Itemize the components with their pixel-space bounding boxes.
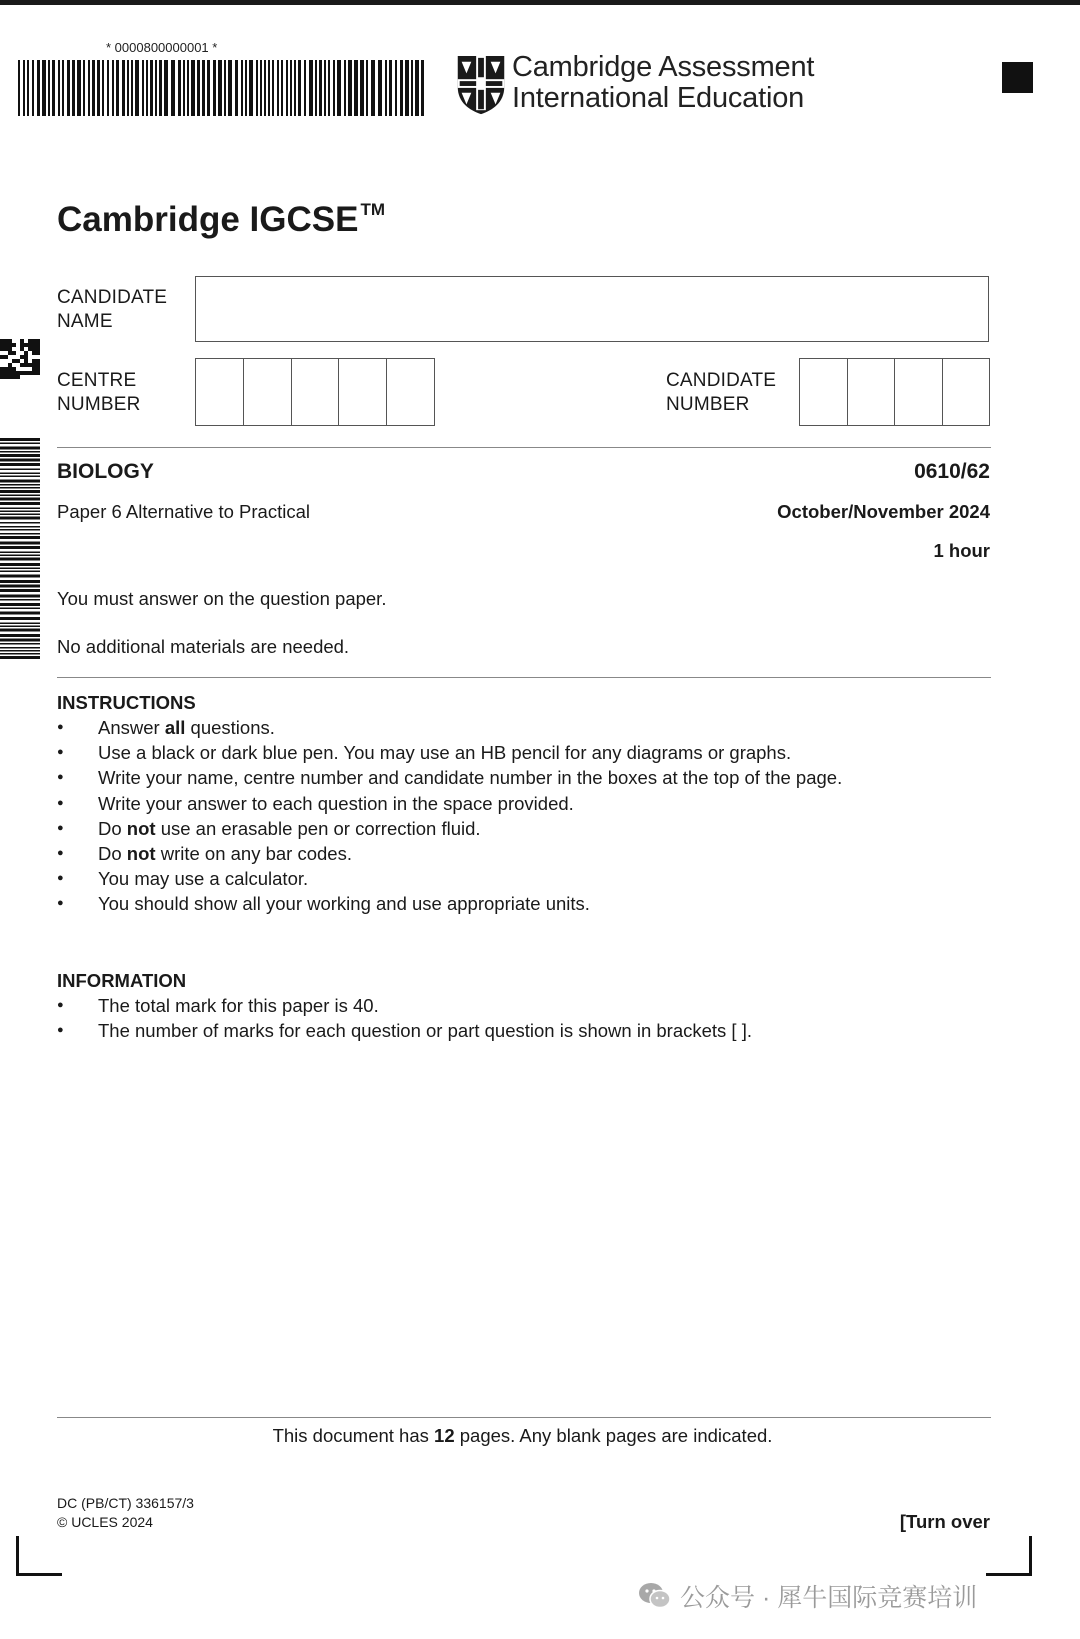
paper-code: 0610/62 bbox=[914, 460, 990, 483]
side-barcode bbox=[0, 438, 40, 660]
divider bbox=[57, 1417, 991, 1418]
page-count-note: This document has 12 pages. Any blank pages are indicated. bbox=[272, 1425, 773, 1446]
trademark-symbol: TM bbox=[360, 200, 385, 219]
candidate-digit-box[interactable] bbox=[800, 359, 848, 425]
answer-note: You must answer on the question paper. bbox=[57, 588, 387, 609]
centre-digit-box[interactable] bbox=[387, 359, 434, 425]
information-item: ● The number of marks for each question or part question is shown in brackets [ ]. bbox=[57, 1018, 991, 1043]
centre-digit-box[interactable] bbox=[196, 359, 244, 425]
publisher-name bbox=[512, 52, 814, 114]
candidate-name-label-line2: NAME bbox=[57, 311, 113, 332]
candidate-number-input[interactable] bbox=[799, 358, 990, 426]
top-border bbox=[0, 0, 1080, 5]
instructions-heading: INSTRUCTIONS bbox=[57, 692, 196, 713]
instruction-item: ● You should show all your working and use appropriate units. bbox=[57, 891, 991, 916]
centre-digit-box[interactable] bbox=[292, 359, 340, 425]
wechat-icon bbox=[638, 1581, 672, 1611]
centre-number-label bbox=[57, 369, 141, 417]
candidate-name-label-line1: CANDIDATE bbox=[57, 287, 168, 308]
side-qr-code bbox=[0, 339, 40, 379]
divider bbox=[57, 677, 991, 678]
instructions-list bbox=[57, 715, 991, 917]
crop-mark bbox=[16, 1573, 62, 1576]
candidate-name-label bbox=[57, 286, 167, 334]
barcode-caption: * 0000800000001 * bbox=[106, 40, 218, 55]
instruction-item: ● You may use a calculator. bbox=[57, 866, 991, 891]
candidate-digit-box[interactable] bbox=[943, 359, 990, 425]
centre-number-label-line1: CENTRE bbox=[57, 370, 137, 391]
qualification-title bbox=[57, 200, 385, 240]
information-list bbox=[57, 993, 991, 1043]
information-item: ● The total mark for this paper is 40. bbox=[57, 993, 991, 1018]
instruction-item: ● Write your name, centre number and candidate number in the boxes at the top of the page. bbox=[57, 765, 991, 790]
centre-number-input[interactable] bbox=[195, 358, 435, 426]
watermark bbox=[638, 1578, 977, 1614]
document-code-block bbox=[57, 1494, 194, 1532]
candidate-number-label-line2: NUMBER bbox=[666, 394, 750, 415]
crop-mark bbox=[986, 1573, 1032, 1576]
crop-mark bbox=[1029, 1536, 1032, 1576]
watermark-text: 公众号 · 犀牛国际竞赛培训 bbox=[680, 1584, 978, 1612]
crop-mark bbox=[16, 1536, 19, 1576]
centre-number-label-line2: NUMBER bbox=[57, 394, 141, 415]
publisher-line-1: Cambridge Assessment bbox=[512, 51, 815, 83]
materials-note: No additional materials are needed. bbox=[57, 636, 350, 657]
exam-session: October/November 2024 bbox=[777, 501, 990, 522]
candidate-number-label bbox=[666, 369, 776, 417]
candidate-digit-box[interactable] bbox=[848, 359, 896, 425]
cambridge-shield-logo bbox=[455, 54, 507, 116]
instruction-item: ● Do not use an erasable pen or correction fluid. bbox=[57, 816, 991, 841]
information-heading: INFORMATION bbox=[57, 970, 187, 991]
document-code: DC (PB/CT) 336157/3 bbox=[57, 1495, 194, 1511]
page-barcode bbox=[18, 60, 426, 116]
exam-duration: 1 hour bbox=[933, 540, 990, 561]
qualification-name: Cambridge IGCSE bbox=[57, 200, 359, 239]
candidate-number-label-line1: CANDIDATE bbox=[666, 370, 777, 391]
publisher-line-2: International Education bbox=[512, 82, 805, 114]
centre-digit-box[interactable] bbox=[339, 359, 387, 425]
turn-over-label: [Turn over bbox=[899, 1511, 990, 1532]
instruction-item: ● Write your answer to each question in the space provided. bbox=[57, 791, 991, 816]
copyright-notice: © UCLES 2024 bbox=[57, 1514, 153, 1530]
instruction-item: ● Answer all questions. bbox=[57, 715, 991, 740]
divider bbox=[57, 447, 991, 448]
page-count: 12 bbox=[434, 1425, 455, 1446]
paper-title: Paper 6 Alternative to Practical bbox=[57, 501, 310, 522]
candidate-digit-box[interactable] bbox=[895, 359, 943, 425]
candidate-name-input[interactable] bbox=[195, 276, 989, 342]
subject-title: BIOLOGY bbox=[57, 460, 154, 483]
instruction-item: ● Use a black or dark blue pen. You may use an HB pencil for any diagrams or graphs. bbox=[57, 740, 991, 765]
registration-mark bbox=[1002, 62, 1033, 93]
instruction-item: ● Do not write on any bar codes. bbox=[57, 841, 991, 866]
centre-digit-box[interactable] bbox=[244, 359, 292, 425]
